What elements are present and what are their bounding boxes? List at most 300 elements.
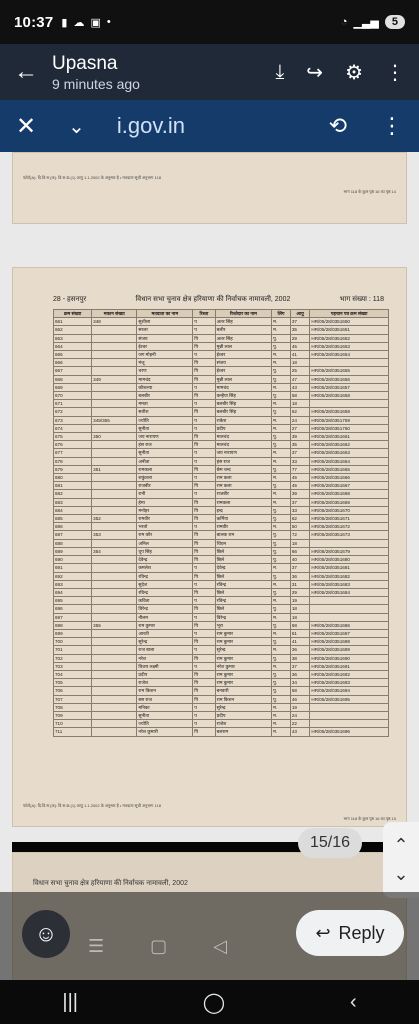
table-row bbox=[54, 662, 389, 670]
table-header-cell: लिंग bbox=[272, 310, 291, 318]
table-cell: 62 bbox=[290, 408, 310, 416]
table-row bbox=[54, 433, 389, 441]
table-cell: HR/05/28/0351684 bbox=[310, 588, 389, 596]
table-cell bbox=[92, 392, 137, 400]
app-bar bbox=[0, 44, 419, 100]
table-cell: प bbox=[193, 629, 215, 637]
table-cell: अतर सिंह bbox=[215, 318, 272, 326]
table-cell: 666 bbox=[54, 359, 92, 367]
table-row bbox=[54, 654, 389, 662]
table-cell: HR/05/28/0351664 bbox=[310, 457, 389, 465]
table-cell: 707 bbox=[54, 695, 92, 703]
table-cell: ज्योति bbox=[137, 416, 193, 424]
table-cell: सतीश bbox=[137, 408, 193, 416]
table-cell bbox=[310, 597, 389, 605]
table-cell: 18 bbox=[290, 400, 310, 408]
table-cell: 37 bbox=[290, 318, 310, 326]
table-cell: ईश्वर bbox=[215, 351, 272, 359]
table-cell: 689 bbox=[54, 547, 92, 555]
table-cell: प bbox=[193, 646, 215, 654]
table-cell: HR/05/28/0351650 bbox=[310, 318, 389, 326]
table-cell: पि bbox=[193, 531, 215, 539]
table-cell bbox=[92, 351, 137, 359]
table-cell: 45 bbox=[290, 342, 310, 350]
table-cell: 677 bbox=[54, 449, 92, 457]
table-cell: 678 bbox=[54, 457, 92, 465]
table-cell: धूप सिंह bbox=[137, 547, 193, 555]
table-cell: म. bbox=[272, 498, 291, 506]
table-cell: म. bbox=[272, 457, 291, 465]
table-cell: 33 bbox=[290, 506, 310, 514]
table-cell: पि bbox=[193, 392, 215, 400]
table-cell: HR/05/28/0351696 bbox=[310, 728, 389, 736]
table-row bbox=[54, 449, 389, 457]
table-cell: मालचंद bbox=[215, 441, 272, 449]
table-cell: HR/05/28/0351673 bbox=[310, 531, 389, 539]
signal-icon: ▁▃▅ bbox=[353, 16, 379, 29]
table-row bbox=[54, 638, 389, 646]
table-cell: पि bbox=[193, 638, 215, 646]
table-cell: 697 bbox=[54, 613, 92, 621]
table-cell: 664 bbox=[54, 342, 92, 350]
wifi-icon: ◔ bbox=[340, 16, 348, 28]
chevron-up-icon[interactable]: ⌃ bbox=[393, 835, 409, 855]
back-arrow-icon[interactable]: ← bbox=[14, 58, 38, 85]
table-cell: रामकला bbox=[137, 465, 193, 473]
table-cell: मामचंद bbox=[215, 383, 272, 391]
table-cell: 77 bbox=[290, 465, 310, 473]
table-row bbox=[54, 342, 389, 350]
table-cell: प bbox=[193, 711, 215, 719]
table-cell: HR/05/28/0351681 bbox=[310, 564, 389, 572]
share-icon[interactable]: ⟲ bbox=[328, 113, 347, 138]
table-cell: जग मोहनी bbox=[137, 351, 193, 359]
table-cell: पि bbox=[193, 728, 215, 736]
table-cell: संजय bbox=[215, 359, 272, 367]
table-cell: 351 bbox=[92, 465, 137, 473]
table-cell: 45 bbox=[290, 482, 310, 490]
table-cell bbox=[92, 564, 137, 572]
table-cell: मनोहर bbox=[137, 506, 193, 514]
table-cell: 690 bbox=[54, 556, 92, 564]
table-cell: 35 bbox=[290, 441, 310, 449]
table-row bbox=[54, 400, 389, 408]
table-cell bbox=[92, 670, 137, 678]
home-icon[interactable]: ◯ bbox=[202, 991, 226, 1014]
table-cell: मालचंद bbox=[215, 433, 272, 441]
table-row bbox=[54, 564, 389, 572]
table-cell: सरला bbox=[137, 326, 193, 334]
table-cell: सुदेश bbox=[137, 580, 193, 588]
table-cell: सुरेन्द्र bbox=[137, 638, 193, 646]
table-cell: 29 bbox=[290, 334, 310, 342]
table-cell bbox=[92, 441, 137, 449]
table-cell: 682 bbox=[54, 490, 92, 498]
table-cell: पु. bbox=[272, 441, 291, 449]
table-row bbox=[54, 515, 389, 523]
table-cell: पि bbox=[193, 572, 215, 580]
table-cell: छिले bbox=[215, 547, 272, 555]
download-icon[interactable]: ⤓ bbox=[275, 60, 285, 83]
table-cell: 696 bbox=[54, 605, 92, 613]
close-icon[interactable]: ✕ bbox=[16, 112, 37, 140]
table-cell: प bbox=[193, 351, 215, 359]
table-cell: पु. bbox=[272, 605, 291, 613]
back-icon[interactable]: ‹ bbox=[349, 990, 357, 1013]
table-row bbox=[54, 318, 389, 326]
table-cell: 58 bbox=[290, 687, 310, 695]
table-cell: 18 bbox=[290, 613, 310, 621]
table-cell: प bbox=[193, 326, 215, 334]
app-notification-icon: ▣ bbox=[90, 16, 101, 29]
table-row bbox=[54, 720, 389, 728]
table-cell: 349 bbox=[92, 375, 137, 383]
forward-icon[interactable]: ↪ bbox=[306, 61, 324, 84]
table-cell: 36 bbox=[290, 572, 310, 580]
menu-icon: ☰ bbox=[88, 936, 105, 956]
table-cell: पु. bbox=[272, 679, 291, 687]
table-cell bbox=[92, 613, 137, 621]
table-cell: छिले bbox=[215, 572, 272, 580]
table-cell: 37 bbox=[290, 449, 310, 457]
table-cell: बस राज bbox=[137, 695, 193, 703]
table-cell: HR/05/28/0351653 bbox=[310, 342, 389, 350]
table-cell: नरेश कुमार bbox=[215, 662, 272, 670]
table-cell: 18 bbox=[290, 539, 310, 547]
table-cell: म. bbox=[272, 424, 291, 432]
contact-name: Upasna bbox=[52, 52, 118, 74]
table-cell: 38 bbox=[290, 654, 310, 662]
table-cell: पु. bbox=[272, 547, 291, 555]
table-header-cell: पहचान पत्र क्रम संख्या bbox=[310, 310, 389, 318]
overlay-nav-icons bbox=[88, 936, 227, 957]
table-cell: विरेन्द्र bbox=[215, 613, 272, 621]
table-row bbox=[54, 457, 389, 465]
table-cell: म. bbox=[272, 711, 291, 719]
table-cell: HR/05/28/0351680 bbox=[310, 556, 389, 564]
table-cell: पु. bbox=[272, 654, 291, 662]
table-cell: HR/05/28/0351659 bbox=[310, 408, 389, 416]
table-row bbox=[54, 482, 389, 490]
table-cell: 694 bbox=[54, 588, 92, 596]
table-cell bbox=[92, 580, 137, 588]
table-cell: 663 bbox=[54, 334, 92, 342]
table-cell bbox=[310, 400, 389, 408]
table-cell: 711 bbox=[54, 728, 92, 736]
edit-icon[interactable]: ⚙ bbox=[345, 61, 363, 84]
table-cell: HR/05/28/0351668 bbox=[310, 490, 389, 498]
table-cell: 704 bbox=[54, 670, 92, 678]
table-cell: कविता bbox=[137, 597, 193, 605]
table-cell: 673 bbox=[54, 416, 92, 424]
table-row bbox=[54, 687, 389, 695]
browser-menu-icon[interactable]: ⋮ bbox=[381, 113, 403, 138]
table-cell: सुनीता bbox=[137, 424, 193, 432]
table-cell: रविन्द्र bbox=[137, 572, 193, 580]
table-cell: 670 bbox=[54, 392, 92, 400]
table-cell: HR/05/28/0351686 bbox=[310, 621, 389, 629]
recent-apps-icon[interactable]: ||| bbox=[62, 990, 78, 1013]
table-cell: प bbox=[193, 449, 215, 457]
table-cell: राम कला bbox=[215, 482, 272, 490]
sent-time: 9 minutes ago bbox=[52, 75, 140, 92]
doc-right-title: भाग संख्या : 118 bbox=[339, 296, 384, 303]
table-cell: भूरा bbox=[215, 621, 272, 629]
table-cell: 672 bbox=[54, 408, 92, 416]
table-cell: पु. bbox=[272, 465, 291, 473]
table-cell: 350 bbox=[92, 433, 137, 441]
table-cell: पु. bbox=[272, 334, 291, 342]
table-cell: प bbox=[193, 416, 215, 424]
table-row bbox=[54, 605, 389, 613]
table-row bbox=[54, 572, 389, 580]
table-row bbox=[54, 523, 389, 531]
table-cell: छेम चन्द bbox=[215, 465, 272, 473]
table-row bbox=[54, 556, 389, 564]
table-cell: पु. bbox=[272, 506, 291, 514]
table-cell: 686 bbox=[54, 523, 92, 531]
table-cell: HR/05/28/0351694 bbox=[310, 687, 389, 695]
table-cell: HR/05/28/0351760 bbox=[310, 424, 389, 432]
table-cell: 680 bbox=[54, 474, 92, 482]
table-cell bbox=[92, 638, 137, 646]
table-row bbox=[54, 416, 389, 424]
table-cell: 35 bbox=[290, 326, 310, 334]
table-row bbox=[54, 629, 389, 637]
table-row bbox=[54, 375, 389, 383]
table-cell: 709 bbox=[54, 711, 92, 719]
table-cell bbox=[92, 383, 137, 391]
table-row bbox=[54, 334, 389, 342]
table-cell: हंस राज bbox=[215, 457, 272, 465]
table-cell: प bbox=[193, 474, 215, 482]
table-cell: 72 bbox=[290, 531, 310, 539]
table-cell: 19 bbox=[290, 597, 310, 605]
table-cell: 34 bbox=[290, 679, 310, 687]
table-cell: पु. bbox=[272, 515, 291, 523]
table-cell: प bbox=[193, 720, 215, 728]
table-cell: 18 bbox=[290, 359, 310, 367]
table-cell: पि bbox=[193, 506, 215, 514]
table-cell: पु. bbox=[272, 367, 291, 375]
table-row bbox=[54, 441, 389, 449]
table-cell bbox=[92, 539, 137, 547]
table-cell: राजेश bbox=[137, 679, 193, 687]
table-cell: पि bbox=[193, 605, 215, 613]
table-cell bbox=[92, 662, 137, 670]
table-cell: HR/05/28/0351669 bbox=[310, 498, 389, 506]
table-cell: 46 bbox=[290, 695, 310, 703]
table-cell: अनीता bbox=[137, 457, 193, 465]
table-cell: पु. bbox=[272, 687, 291, 695]
table-cell: अनिल bbox=[137, 539, 193, 547]
more-menu-icon[interactable]: ⋮ bbox=[385, 61, 405, 84]
table-cell: म. bbox=[272, 580, 291, 588]
table-cell: HR/05/28/0351679 bbox=[310, 547, 389, 555]
table-cell: 18 bbox=[290, 605, 310, 613]
table-cell: नीलम bbox=[137, 613, 193, 621]
table-cell bbox=[92, 679, 137, 687]
table-cell: नरेश कुमारी bbox=[137, 728, 193, 736]
table-cell: पु. bbox=[272, 482, 291, 490]
table-cell: हंस राज bbox=[137, 441, 193, 449]
table-cell: म. bbox=[272, 646, 291, 654]
table-cell: म. bbox=[272, 728, 291, 736]
table-cell: आरती bbox=[137, 629, 193, 637]
table-cell: राम कुमार bbox=[215, 629, 272, 637]
table-cell: रामवीर bbox=[137, 515, 193, 523]
table-cell: 25 bbox=[290, 367, 310, 375]
table-row bbox=[54, 490, 389, 498]
dot-icon: • bbox=[106, 16, 111, 28]
page-scroll-controls[interactable] bbox=[383, 822, 419, 898]
table-cell: पि bbox=[193, 515, 215, 523]
table-cell: चिंधन bbox=[215, 539, 272, 547]
table-cell: 37 bbox=[290, 662, 310, 670]
table-row bbox=[54, 728, 389, 736]
table-cell: म. bbox=[272, 490, 291, 498]
table-cell bbox=[92, 424, 137, 432]
table-cell: 706 bbox=[54, 687, 92, 695]
table-row bbox=[54, 670, 389, 678]
back-triangle-icon: ◁ bbox=[213, 936, 227, 956]
table-cell: चरण bbox=[137, 367, 193, 375]
table-cell: 667 bbox=[54, 367, 92, 375]
table-cell bbox=[92, 646, 137, 654]
table-cell bbox=[92, 720, 137, 728]
home-square-icon: ▢ bbox=[150, 936, 168, 956]
table-cell bbox=[310, 613, 389, 621]
table-cell bbox=[92, 556, 137, 564]
table-cell: 703 bbox=[54, 662, 92, 670]
table-cell: पि bbox=[193, 695, 215, 703]
table-cell: पि bbox=[193, 556, 215, 564]
table-cell: पु. bbox=[272, 375, 291, 383]
table-header-cell: मतदाता का नाम bbox=[137, 310, 193, 318]
table-cell: 27 bbox=[290, 424, 310, 432]
table-cell: पु. bbox=[272, 408, 291, 416]
table-cell: पु. bbox=[272, 433, 291, 441]
document-header bbox=[53, 295, 384, 304]
table-cell: प bbox=[193, 662, 215, 670]
table-row bbox=[54, 351, 389, 359]
table-cell bbox=[310, 703, 389, 711]
table-cell bbox=[92, 498, 137, 506]
table-cell: पि bbox=[193, 654, 215, 662]
table-cell: 355 bbox=[92, 621, 137, 629]
table-cell: पु. bbox=[272, 531, 291, 539]
table-cell: 37 bbox=[290, 498, 310, 506]
table-cell bbox=[92, 523, 137, 531]
emoji-react-button[interactable] bbox=[22, 910, 70, 958]
table-cell: म. bbox=[272, 474, 291, 482]
table-cell: 39 bbox=[290, 490, 310, 498]
table-cell bbox=[92, 687, 137, 695]
table-row bbox=[54, 506, 389, 514]
table-cell: HR/05/28/0351671 bbox=[310, 515, 389, 523]
table-cell bbox=[92, 449, 137, 457]
table-row bbox=[54, 367, 389, 375]
table-cell: HR/05/28/0351689 bbox=[310, 646, 389, 654]
table-cell: राम कुमार bbox=[137, 621, 193, 629]
table-row bbox=[54, 646, 389, 654]
table-cell: कौशल्या bbox=[137, 383, 193, 391]
table-cell: म. bbox=[272, 351, 291, 359]
table-cell: 681 bbox=[54, 482, 92, 490]
table-cell: म. bbox=[272, 383, 291, 391]
table-cell: 61 bbox=[290, 629, 310, 637]
table-cell: प bbox=[193, 424, 215, 432]
table-cell: 58 bbox=[290, 392, 310, 400]
table-cell: रविन्द्र bbox=[215, 580, 272, 588]
table-cell bbox=[92, 474, 137, 482]
table-cell: 671 bbox=[54, 400, 92, 408]
chevron-down-icon[interactable]: ⌄ bbox=[68, 115, 85, 138]
table-cell bbox=[92, 326, 137, 334]
page-indicator: 15/16 bbox=[298, 828, 362, 858]
table-cell: म. bbox=[272, 400, 291, 408]
table-cell: HR/05/28/0351759 bbox=[310, 416, 389, 424]
table-cell bbox=[310, 605, 389, 613]
cloud-icon: ☁ bbox=[73, 16, 85, 29]
table-cell: प्रदीप bbox=[215, 711, 272, 719]
table-header-cell: रिश्तेदार का नाम bbox=[215, 310, 272, 318]
table-cell: बलराम bbox=[215, 728, 272, 736]
table-cell: मुन्नी लाल bbox=[215, 342, 272, 350]
table-cell: पि bbox=[193, 433, 215, 441]
table-cell: पु. bbox=[272, 392, 291, 400]
table-cell: प bbox=[193, 383, 215, 391]
table-cell: अतर सिंह bbox=[215, 334, 272, 342]
table-cell: 702 bbox=[54, 654, 92, 662]
table-cell: 43 bbox=[290, 728, 310, 736]
table-cell: छिले bbox=[215, 588, 272, 596]
prev-page-footer: फोटो(A): दि.वि.स.(क): वि.स.क्र.(1) आयु 1.1.2002 के अनुसार है • मतदाता सूची अनुभाग 118 bbox=[23, 175, 161, 180]
table-cell bbox=[310, 720, 389, 728]
table-row bbox=[54, 695, 389, 703]
table-cell: HR/05/28/0351665 bbox=[310, 465, 389, 473]
reply-label: Reply bbox=[338, 922, 385, 943]
table-cell: प bbox=[193, 613, 215, 621]
table-cell bbox=[92, 457, 137, 465]
table-row bbox=[54, 539, 389, 547]
chevron-down-icon[interactable]: ⌄ bbox=[393, 864, 409, 884]
table-cell: HR/05/28/0351666 bbox=[310, 474, 389, 482]
table-cell: HR/05/28/0351693 bbox=[310, 679, 389, 687]
table-cell: कन्हैया सिंह bbox=[215, 392, 272, 400]
table-cell: पु. bbox=[272, 670, 291, 678]
browser-toolbar bbox=[0, 100, 419, 152]
table-cell: पि bbox=[193, 359, 215, 367]
table-header-cell: रिश्ता bbox=[193, 310, 215, 318]
table-cell: 19 bbox=[290, 703, 310, 711]
table-cell: 662 bbox=[54, 326, 92, 334]
reply-button[interactable] bbox=[296, 910, 404, 956]
table-cell: 47 bbox=[290, 375, 310, 383]
table-cell: 661 bbox=[54, 318, 92, 326]
table-cell: HR/05/28/0351688 bbox=[310, 638, 389, 646]
previous-page bbox=[12, 152, 407, 224]
table-header-cell: आयु bbox=[290, 310, 310, 318]
table-cell: 348 bbox=[92, 318, 137, 326]
table-cell: 68 bbox=[290, 621, 310, 629]
table-cell: 665 bbox=[54, 351, 92, 359]
table-cell: म. bbox=[272, 613, 291, 621]
pdf-viewer[interactable] bbox=[0, 152, 419, 980]
table-cell: राम कुमार bbox=[215, 654, 272, 662]
table-cell: बालक राम bbox=[215, 531, 272, 539]
table-cell: बलबीर सिंह bbox=[215, 408, 272, 416]
